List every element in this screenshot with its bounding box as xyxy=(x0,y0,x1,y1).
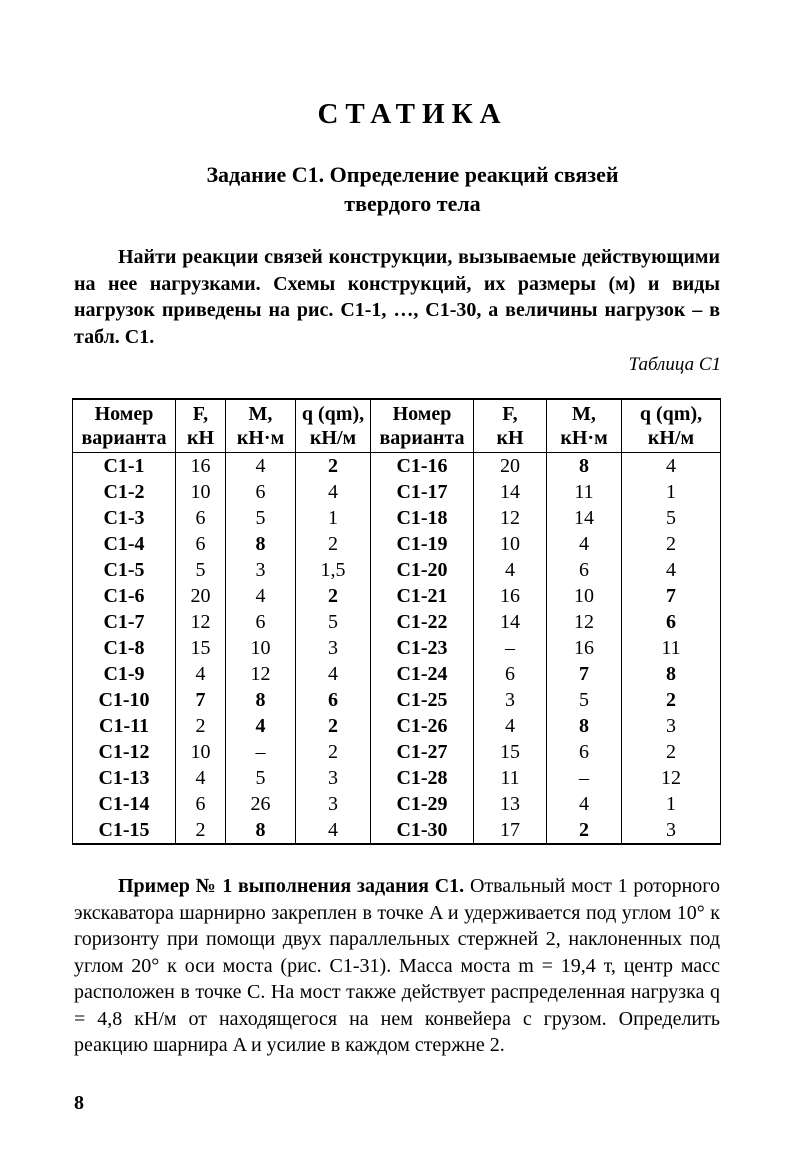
variant-cell: С1-22 xyxy=(371,609,474,635)
value-cell: 3 xyxy=(622,817,721,844)
table-caption: Таблица С1 xyxy=(628,354,721,375)
table-row xyxy=(73,505,721,531)
value-cell: 6 xyxy=(226,479,296,505)
variant-cell: С1-28 xyxy=(371,765,474,791)
value-cell: 4 xyxy=(474,557,547,583)
header-m-right: M, кН·м xyxy=(547,399,622,453)
table-row xyxy=(73,713,721,739)
value-cell: 1 xyxy=(296,505,371,531)
variant-cell: С1-24 xyxy=(371,661,474,687)
value-cell: 4 xyxy=(226,453,296,480)
variant-cell: С1-23 xyxy=(371,635,474,661)
value-cell: – xyxy=(474,635,547,661)
table-row xyxy=(73,531,721,557)
header-variant-left: Номер варианта xyxy=(73,399,176,453)
intro-text: Найти реакции связей конструкции, вызываемые действующими на нее нагрузками. Схемы конструкций, их размеры (м) и виды нагрузок приведены на рис. С1-1, …, С1-30, а величины нагрузок – в табл. С1. xyxy=(74,246,720,348)
value-cell: 6 xyxy=(547,739,622,765)
variant-cell: С1-19 xyxy=(371,531,474,557)
value-cell: 10 xyxy=(547,583,622,609)
variant-cell: С1-9 xyxy=(73,661,176,687)
value-cell: 6 xyxy=(474,661,547,687)
value-cell: 1,5 xyxy=(296,557,371,583)
header-q-right: q (qm), кН/м xyxy=(622,399,721,453)
value-cell: 16 xyxy=(176,453,226,480)
value-cell: 14 xyxy=(547,505,622,531)
value-cell: 2 xyxy=(296,583,371,609)
table-row xyxy=(73,687,721,713)
value-cell: 11 xyxy=(622,635,721,661)
value-cell: 20 xyxy=(176,583,226,609)
variant-cell: С1-6 xyxy=(73,583,176,609)
table-row xyxy=(73,583,721,609)
variant-cell: С1-21 xyxy=(371,583,474,609)
value-cell: 6 xyxy=(226,609,296,635)
value-cell: 5 xyxy=(226,765,296,791)
value-cell: 5 xyxy=(176,557,226,583)
value-cell: 10 xyxy=(176,479,226,505)
value-cell: 4 xyxy=(176,765,226,791)
value-cell: 4 xyxy=(176,661,226,687)
value-cell: 17 xyxy=(474,817,547,844)
intro-paragraph xyxy=(74,244,720,350)
variant-cell: С1-11 xyxy=(73,713,176,739)
value-cell: 4 xyxy=(622,557,721,583)
variant-cell: С1-14 xyxy=(73,791,176,817)
table-row xyxy=(73,635,721,661)
table-row xyxy=(73,817,721,844)
value-cell: 4 xyxy=(474,713,547,739)
header-f-left: F, кН xyxy=(176,399,226,453)
variant-cell: С1-26 xyxy=(371,713,474,739)
table-row xyxy=(73,765,721,791)
value-cell: 2 xyxy=(296,453,371,480)
variant-cell: С1-17 xyxy=(371,479,474,505)
value-cell: 2 xyxy=(547,817,622,844)
value-cell: 3 xyxy=(296,791,371,817)
variant-cell: С1-4 xyxy=(73,531,176,557)
value-cell: 8 xyxy=(226,687,296,713)
value-cell: 12 xyxy=(622,765,721,791)
variant-cell: С1-27 xyxy=(371,739,474,765)
value-cell: 8 xyxy=(226,531,296,557)
value-cell: 2 xyxy=(176,713,226,739)
value-cell: 1 xyxy=(622,791,721,817)
value-cell: 14 xyxy=(474,479,547,505)
value-cell: 6 xyxy=(622,609,721,635)
page-number: 8 xyxy=(74,1092,84,1114)
value-cell: – xyxy=(226,739,296,765)
value-cell: 2 xyxy=(622,739,721,765)
value-cell: 4 xyxy=(547,791,622,817)
value-cell: 20 xyxy=(474,453,547,480)
example-body: Отвальный мост 1 роторного экскаватора шарнирно закреплен в точке A и удерживается под углом 10° к горизонту при помощи двух параллельных стержней 2, наклоненных под углом 20° к оси моста (рис. С1-31). Масса моста m = 19,4 т, центр масс расположен в точке C. На мост также действует распределенная нагрузка q = 4,8 кН/м от находящегося на нем конвейера с грузом. Определить реакцию шарнира A и усилие в каждом стержне 2. xyxy=(74,875,720,1056)
value-cell: 3 xyxy=(296,635,371,661)
value-cell: 12 xyxy=(226,661,296,687)
value-cell: 15 xyxy=(474,739,547,765)
table-row xyxy=(73,661,721,687)
table-header-row xyxy=(73,399,721,453)
value-cell: 7 xyxy=(622,583,721,609)
value-cell: 8 xyxy=(226,817,296,844)
value-cell: 10 xyxy=(226,635,296,661)
value-cell: 2 xyxy=(296,713,371,739)
header-q-left: q (qm), кН/м xyxy=(296,399,371,453)
value-cell: 4 xyxy=(547,531,622,557)
table-row xyxy=(73,609,721,635)
value-cell: – xyxy=(547,765,622,791)
variant-cell: С1-5 xyxy=(73,557,176,583)
table-row xyxy=(73,479,721,505)
value-cell: 14 xyxy=(474,609,547,635)
value-cell: 2 xyxy=(296,739,371,765)
value-cell: 8 xyxy=(547,453,622,480)
example-lead: Пример № 1 выполнения задания С1. xyxy=(118,875,465,897)
value-cell: 3 xyxy=(622,713,721,739)
variant-cell: С1-30 xyxy=(371,817,474,844)
value-cell: 3 xyxy=(226,557,296,583)
value-cell: 6 xyxy=(176,791,226,817)
value-cell: 3 xyxy=(296,765,371,791)
task-heading xyxy=(0,160,789,218)
value-cell: 4 xyxy=(226,713,296,739)
variant-cell: С1-29 xyxy=(371,791,474,817)
value-cell: 6 xyxy=(176,505,226,531)
page-title: СТАТИКА xyxy=(317,98,508,130)
variant-cell: С1-12 xyxy=(73,739,176,765)
value-cell: 7 xyxy=(176,687,226,713)
value-cell: 8 xyxy=(547,713,622,739)
value-cell: 6 xyxy=(176,531,226,557)
table-row xyxy=(73,739,721,765)
value-cell: 4 xyxy=(296,479,371,505)
value-cell: 12 xyxy=(547,609,622,635)
variant-cell: С1-25 xyxy=(371,687,474,713)
header-m-left: M, кН·м xyxy=(226,399,296,453)
task-heading-line2: твердого тела xyxy=(344,191,481,216)
table-row xyxy=(73,791,721,817)
value-cell: 1 xyxy=(622,479,721,505)
value-cell: 2 xyxy=(622,687,721,713)
variant-cell: С1-15 xyxy=(73,817,176,844)
table-row xyxy=(73,557,721,583)
variant-cell: С1-2 xyxy=(73,479,176,505)
variant-cell: С1-10 xyxy=(73,687,176,713)
variant-cell: С1-7 xyxy=(73,609,176,635)
value-cell: 4 xyxy=(296,661,371,687)
value-cell: 12 xyxy=(176,609,226,635)
value-cell: 7 xyxy=(547,661,622,687)
example-paragraph xyxy=(74,873,720,1059)
header-variant-right: Номер варианта xyxy=(371,399,474,453)
value-cell: 13 xyxy=(474,791,547,817)
value-cell: 10 xyxy=(176,739,226,765)
loads-table xyxy=(72,398,721,845)
value-cell: 26 xyxy=(226,791,296,817)
value-cell: 5 xyxy=(226,505,296,531)
value-cell: 4 xyxy=(622,453,721,480)
value-cell: 4 xyxy=(296,817,371,844)
value-cell: 2 xyxy=(176,817,226,844)
variant-cell: С1-3 xyxy=(73,505,176,531)
variant-cell: С1-18 xyxy=(371,505,474,531)
value-cell: 11 xyxy=(547,479,622,505)
value-cell: 15 xyxy=(176,635,226,661)
value-cell: 6 xyxy=(296,687,371,713)
value-cell: 16 xyxy=(547,635,622,661)
task-heading-line1: Задание С1. Определение реакций связей xyxy=(206,162,619,187)
value-cell: 5 xyxy=(296,609,371,635)
table-body xyxy=(73,453,721,845)
value-cell: 8 xyxy=(622,661,721,687)
value-cell: 16 xyxy=(474,583,547,609)
variant-cell: С1-1 xyxy=(73,453,176,480)
value-cell: 5 xyxy=(622,505,721,531)
table-row xyxy=(73,453,721,480)
header-f-right: F, кН xyxy=(474,399,547,453)
variant-cell: С1-13 xyxy=(73,765,176,791)
value-cell: 10 xyxy=(474,531,547,557)
value-cell: 6 xyxy=(547,557,622,583)
variant-cell: С1-16 xyxy=(371,453,474,480)
value-cell: 4 xyxy=(226,583,296,609)
value-cell: 2 xyxy=(296,531,371,557)
variant-cell: С1-8 xyxy=(73,635,176,661)
variant-cell: С1-20 xyxy=(371,557,474,583)
value-cell: 11 xyxy=(474,765,547,791)
value-cell: 2 xyxy=(622,531,721,557)
value-cell: 12 xyxy=(474,505,547,531)
value-cell: 3 xyxy=(474,687,547,713)
value-cell: 5 xyxy=(547,687,622,713)
